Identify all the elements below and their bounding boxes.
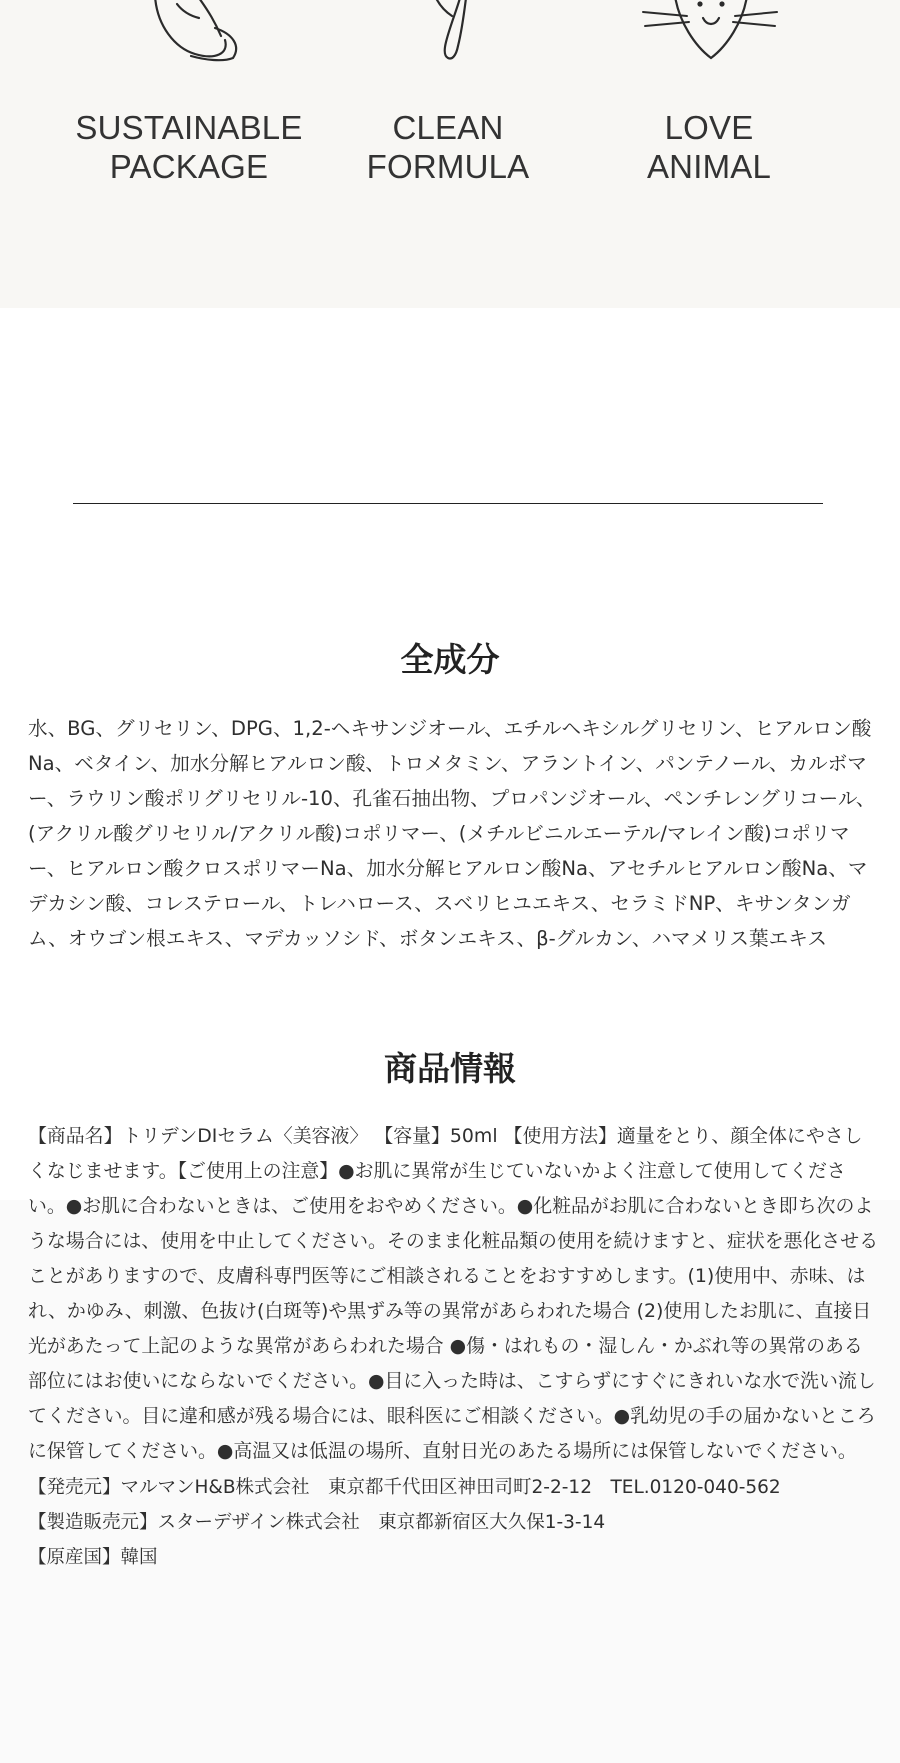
feature-label: CLEAN FORMULA [366, 109, 530, 185]
manufacturer-info: 【製造販売元】スターデザイン株式会社 東京都新宿区大久保1-3-14 [28, 1512, 606, 1533]
feature-sustainable-package [59, 0, 319, 200]
leaf-icon [388, 0, 508, 64]
feature-label: LOVE ANIMAL [646, 109, 772, 185]
product-info-title: 商品情報 [384, 1049, 516, 1088]
feature-label: SUSTAINABLE PACKAGE [75, 109, 303, 185]
origin-info: 【原産国】韓国 [28, 1547, 158, 1568]
cat-face-icon [639, 0, 779, 64]
feature-clean-formula [318, 0, 578, 200]
product-info-text: 【商品名】トリデンDIセラム〈美容液〉 【容量】50ml 【使用方法】適量をとり、顔全体にやさしくなじませます。【ご使用上の注意】●お肌に異常が生じていないかよく注意して使用してください。●お肌に合わないときは、ご使用をおやめください。●化粧品がお肌に合わないとき即ち次のような場合には、使用を中止してください。そのまま化粧品類の使用を続けますと、症状を悪化させることがありますので、皮膚科専門医等にご相談されることをおすすめします。(1)使用中、赤味、はれ、かゆみ、刺激、色抜け(白斑等)や黒ずみ等の異常があらわれた場合 (2)使用したお肌に、直接日光があたって上記のような異常があらわれた場合 ●傷・はれもの・湿しん・かぶれ等の異常のある部位にはお使いにならないでください。●目に入った時は、こすらずにすぐにきれいな水で洗い流してください。目に違和感が残る場合には、眼科医にご相談ください。●乳幼児の手の届かないところに保管してください。●高温又は低温の場所、直射日光のあたる場所には保管しないでください。 [28, 1125, 879, 1462]
feature-love-animal [579, 0, 839, 200]
ingredients-text: 水、BG、グリセリン、DPG、1,2-ヘキサンジオール、エチルヘキシルグリセリン、ヒアルロン酸Na、ベタイン、加水分解ヒアルロン酸、トロメタミン、アラントイン、パンテノール、カルボマー、ラウリン酸ポリグリセリル-10、孔雀石抽出物、プロパンジオール、ペンチレングリコール、(アクリル酸グリセリル/アクリル酸)コポリマー、(メチルビニルエーテル/マレイン酸)コポリマー、ヒアルロン酸クロスポリマーNa、加水分解ヒアルロン酸Na、アセチルヒアルロン酸Na、マデカシン酸、コレステロール、トレハロース、スベリヒユエキス、セラミドNP、キサンタンガム、オウゴン根エキス、マデカッソシド、ボタンエキス、β-グルカン、ハマメリス葉エキス [28, 717, 876, 950]
ingredients-title: 全成分 [400, 640, 500, 679]
section-divider [73, 503, 823, 504]
planet-icon [129, 0, 249, 64]
seller-info: 【発売元】マルマンH&B株式会社 東京都千代田区神田司町2-2-12 TEL.0120-040-562 [28, 1477, 781, 1498]
